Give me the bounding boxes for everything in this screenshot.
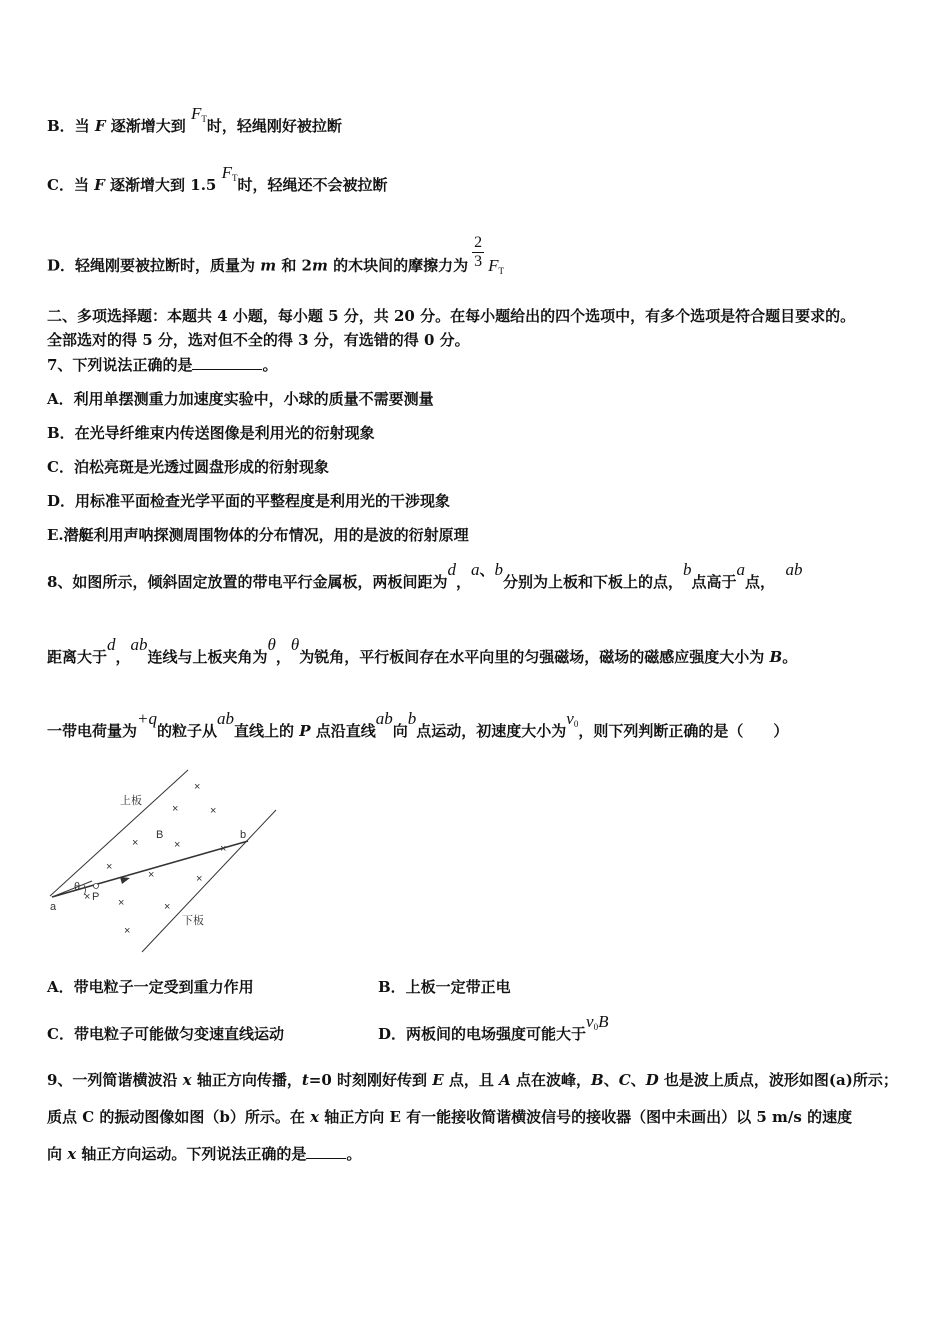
cross-mark: × xyxy=(132,837,139,849)
cross-mark: × xyxy=(118,897,125,909)
q9-stem-line2: 质点 C 的振动图像如图（b）所示。在 x 轴正方向 E 有一能接收简谐横波信号的接收器（图中未画出）以 5 m/s 的速度 xyxy=(47,1108,853,1126)
cross-mark: × xyxy=(210,805,217,817)
upper-plate-label: 上板 xyxy=(120,795,142,807)
q6-option-d: D．轻绳刚要被拉断时，质量为 m 和 2m 的木块间的摩擦力为 $\frac{2}{3}$ FT xyxy=(47,234,504,276)
cross-mark: × xyxy=(84,891,91,903)
point-p-label: P xyxy=(92,891,100,903)
cross-mark: × xyxy=(194,781,201,793)
cross-mark: × xyxy=(174,839,181,851)
section-instructions: 全部选对的得 5 分，选对但不全的得 3 分，有选错的得 0 分。 xyxy=(47,331,470,349)
q8-option-c: C．带电粒子可能做匀变速直线运动 xyxy=(47,1025,284,1043)
cross-mark: × xyxy=(106,861,113,873)
q6-option-b: B．当 F 逐渐增大到 FT时，轻绳刚好被拉断 xyxy=(47,104,342,135)
q8-option-d: D．两板间的电场强度可能大于v0B xyxy=(378,1012,609,1043)
q8-option-a: A．带电粒子一定受到重力作用 xyxy=(47,978,254,996)
q7-option-b: B．在光导纤维束内传送图像是利用光的衍射现象 xyxy=(47,424,375,442)
q9-stem-line3: 向 x 轴正方向运动。下列说法正确的是 。 xyxy=(47,1145,362,1163)
section-heading: 二、多项选择题：本题共 4 小题，每小题 5 分，共 20 分。在每小题给出的四个选项中，有多个选项是符合题目要求的。 xyxy=(47,307,856,325)
q7-option-d: D．用标准平面检查光学平面的平整程度是利用光的干涉现象 xyxy=(47,492,451,510)
cross-mark: × xyxy=(172,803,179,815)
cross-mark: × xyxy=(220,843,227,855)
velocity-arrow xyxy=(120,877,130,884)
cross-mark: × xyxy=(148,869,155,881)
ft-symbol: FT xyxy=(221,163,238,183)
cross-mark: × xyxy=(164,901,171,913)
theta-label: θ xyxy=(74,881,81,893)
q8-stem-line3: 一带电荷量为+q的粒子从ab直线上的 P 点沿直线ab向b点运动，初速度大小为v0，则下列判断正确的是（ ） xyxy=(47,709,789,740)
answer-blank xyxy=(306,1144,346,1159)
lower-plate-label: 下板 xyxy=(182,915,204,927)
q8-stem-line2: 距离大于d，ab连线与上板夹角为θ，θ为锐角，平行板间存在水平向里的匀强磁场，磁场的磁感应强度大小为 B。 xyxy=(47,635,798,666)
ft-symbol: FT xyxy=(191,104,207,124)
point-p-marker xyxy=(94,884,99,889)
q7-option-e: E.潜艇利用声呐探测周围物体的分布情况，用的是波的衍射原理 xyxy=(47,526,469,544)
q8-stem-line1: 8、如图所示，倾斜固定放置的带电平行金属板，两板间距为d，a、b分别为上板和下板上的点，b点高于a点， ab xyxy=(47,560,803,591)
cross-mark: × xyxy=(124,925,131,937)
point-a-label: a xyxy=(50,901,57,913)
cross-mark: × xyxy=(196,873,203,885)
q7-option-a: A．利用单摆测重力加速度实验中，小球的质量不需要测量 xyxy=(47,390,434,408)
q6-option-c: C．当 F 逐渐增大到 1.5 FT时，轻绳还不会被拉断 xyxy=(47,163,388,194)
fraction-two-thirds: $\frac{2}{3}$ xyxy=(474,234,483,270)
field-b-label: B xyxy=(156,829,164,841)
parallel-plates-diagram xyxy=(44,762,284,958)
point-b-label: b xyxy=(240,829,247,841)
ft-symbol: FT xyxy=(488,255,504,276)
answer-blank xyxy=(192,355,262,370)
q8-option-b: B．上板一定带正电 xyxy=(378,978,511,996)
q7-option-c: C．泊松亮斑是光透过圆盘形成的衍射现象 xyxy=(47,458,329,476)
q7-stem: 7、下列说法正确的是 。 xyxy=(47,356,278,374)
q9-stem-line1: 9、一列简谐横波沿 x 轴正方向传播，t=0 时刻刚好传到 E 点，且 A 点在波峰，B、C、D 也是波上质点，波形如图(a)所示； xyxy=(47,1071,898,1089)
